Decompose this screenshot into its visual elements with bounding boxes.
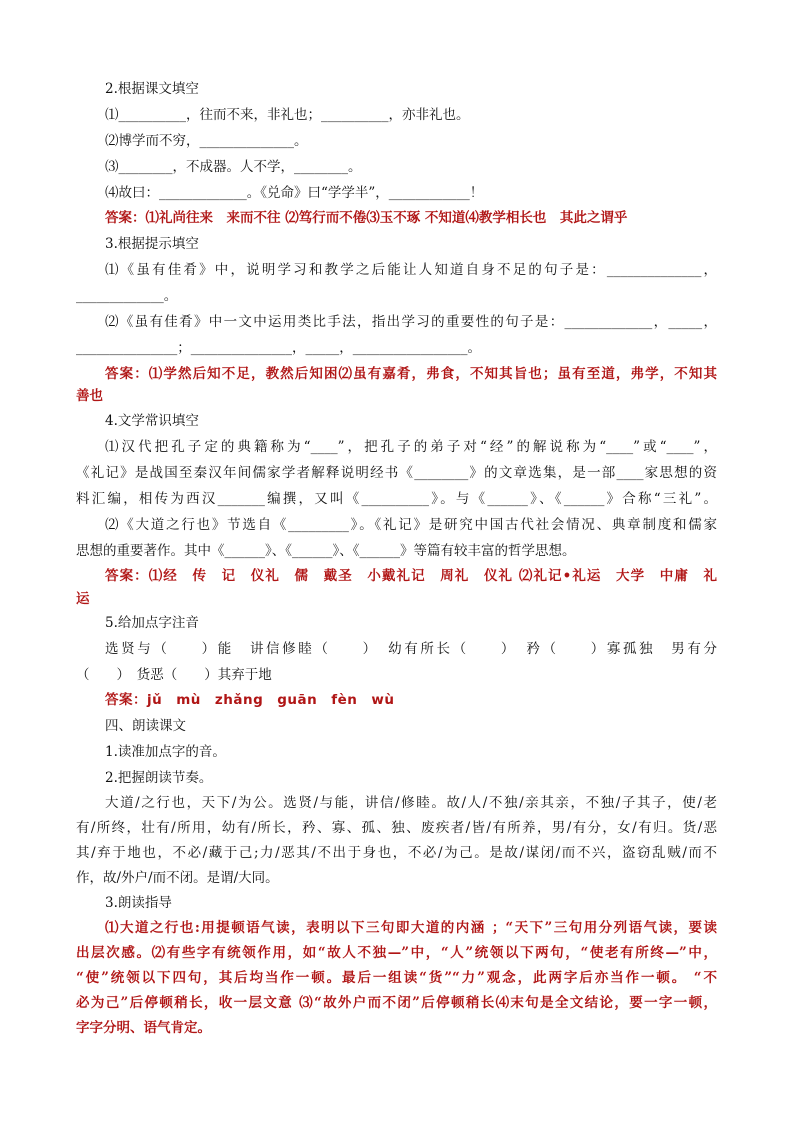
reading-item-3: 3.朗读指导	[105, 895, 172, 911]
s4-paragraph-2-line-2: 思想的重要著作。其中《______》、《______》、《______》等篇有较丰富的哲学思想。	[76, 543, 576, 559]
s4-paragraph-1-line-2: 《礼记》是战国至秦汉年间儒家学者解释说明经书《________》的文章选集，是一部____家思想的资	[76, 465, 717, 481]
reading-item-1: 1.读准加点字的音。	[105, 744, 226, 760]
section-4-heading: 4.文学常识填空	[105, 413, 199, 429]
s2-question-2: ⑵博学而不穷，______________。	[105, 133, 308, 149]
s4-answer-line-1: 答案：⑴经 传 记 仪礼 儒 戴圣 小戴礼记 周礼 仪礼 ⑵礼记•礼运 大学 中庸 礼	[105, 568, 717, 584]
s5-line-1: 选贤与（ ）能 讲信修睦（ ） 幼有所长（ ） 矜（ ）寡孤独 男有分	[105, 641, 717, 657]
s2-question-3: ⑶________，不成器。人不学，________。	[105, 159, 362, 175]
s3-question-1-line-1: ⑴《虽有佳肴》中，说明学习和教学之后能让人知道自身不足的句子是：______________，	[105, 262, 717, 278]
section-3-heading: 3.根据提示填空	[105, 236, 199, 252]
rhythm-text-line-1: 大道/之行也，天下/为公。选贤/与能，讲信/修睦。故/人/不独/亲其亲，不独/子其子，使/老	[105, 795, 717, 811]
reading-item-2: 2.把握朗读节奏。	[105, 770, 213, 786]
s3-answer-line-1: 答案：⑴学然后知不足，教然后知困⑵虽有嘉肴，弗食，不知其旨也；虽有至道，弗学，不知其	[105, 366, 717, 382]
s5-answer: 答案：jǔ mù zhǎng guān fèn wù	[105, 692, 395, 708]
rhythm-text-line-2: 有/所终，壮有/所用，幼有/所长，矜、寡、孤、独、废疾者/皆/有所养，男/有分，女/有归。货/恶	[76, 820, 717, 836]
rhythm-text-line-3: 其/弃于地也，不必/藏于己;力/恶其/不出于身也，不必/为己。是故/谋闭/而不兴，盗窃乱贼/而不	[76, 845, 717, 861]
s3-question-1-line-2: _____________。	[76, 288, 178, 304]
section-2-heading: 2.根据课文填空	[105, 81, 199, 97]
section-5-heading: 5.给加点字注音	[105, 615, 199, 631]
s5-line-2: （ ） 货恶（ ）其弃于地	[76, 667, 272, 683]
section-reading-heading: 四、朗读课文	[105, 718, 186, 734]
s4-paragraph-2-line-1: ⑵《大道之行也》节选自《_________》。《礼记》是研究中国古代社会情况、典章制度和儒家	[105, 517, 717, 533]
s4-paragraph-1-line-3: 料汇编，相传为西汉_______编撰，又叫《__________》。与《______》、《______》合称“三礼”。	[76, 491, 717, 507]
guidance-line-2: 出层次感。⑵有些字有统领作用，如“故人不独—”中，“人”统领以下两句，“使老有所终—”中，	[76, 945, 717, 961]
s4-answer-line-2: 运	[76, 591, 90, 607]
s3-question-2-line-1: ⑵《虽有佳肴》中一文中运用类比手法，指出学习的重要性的句子是：_____________，_____，	[105, 314, 717, 330]
guidance-line-5: 字字分明、语气肯定。	[76, 1020, 211, 1036]
s3-question-2-line-2: _______________；_______________，_____，_________________。	[76, 340, 481, 356]
s4-paragraph-1-line-1: ⑴汉代把孔子定的典籍称为“____”，把孔子的弟子对“经”的解说称为“____”或“____”，	[105, 439, 717, 455]
guidance-line-3: “使”统领以下四句，其后均当作一顿。最后一组读“货”“力”观念，此两字后亦当作一顿。 “不	[76, 970, 717, 986]
s2-answer: 答案：⑴礼尚往来 来而不往 ⑵笃行而不倦⑶玉不琢 不知道⑷教学相长也 其此之谓乎	[105, 210, 628, 226]
s2-question-1: ⑴__________，往而不来，非礼也；__________，亦非礼也。	[105, 107, 470, 123]
guidance-line-1: ⑴大道之行也:用提顿语气读，表明以下三句即大道的内涵 ；“天下”三句用分列语气读，要读	[105, 920, 717, 936]
s3-answer-line-2: 善也	[76, 388, 103, 404]
rhythm-text-line-4: 作，故/外户/而不闭。是谓/大同。	[76, 870, 279, 886]
s2-question-4: ⑷故曰：_____________。《兑命》曰“学学半”，____________！	[105, 185, 484, 201]
guidance-line-4: 必为己”后停顿稍长，收一层文意 ⑶“故外户而不闭”后停顿稍长⑷末句是全文结论，要一字一顿，	[76, 995, 717, 1011]
